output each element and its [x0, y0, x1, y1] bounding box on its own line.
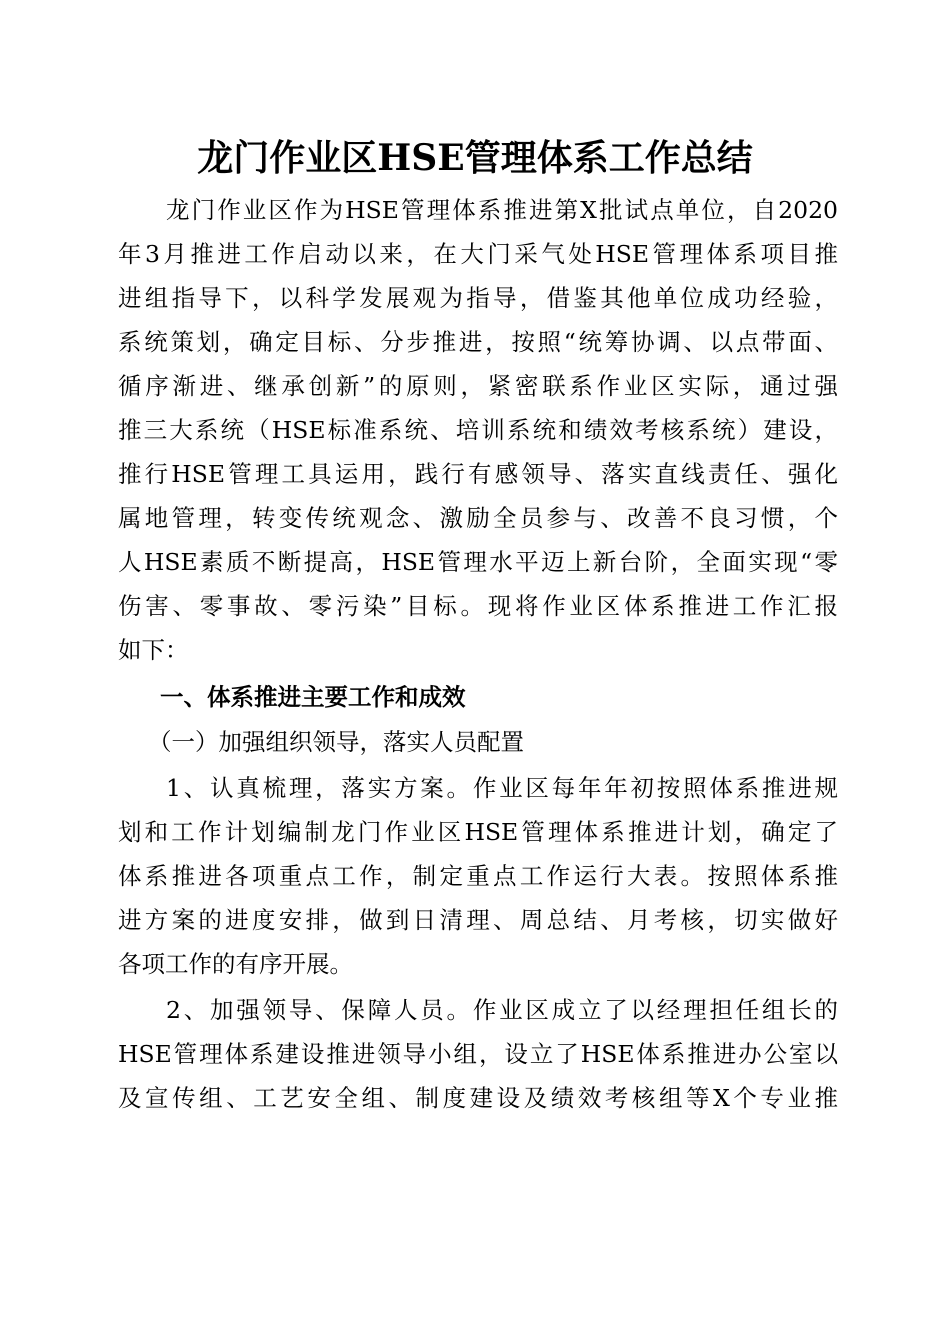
item-1-line: 1、认真梳理，落实方案。作业区每年年初按照体系推进规 — [166, 774, 838, 802]
item-2-line: 2、加强领导、保障人员。作业区成立了以经理担任组长的 — [166, 996, 838, 1024]
item-2-line: 及宣传组、工艺安全组、制度建设及绩效考核组等X个专业推 — [118, 1084, 838, 1112]
subsection-heading: （一）加强组织领导，落实人员配置 — [148, 728, 524, 756]
intro-line: 伤害、零事故、零污染”目标。现将作业区体系推进工作汇报 — [118, 592, 838, 620]
intro-line: 进组指导下，以科学发展观为指导，借鉴其他单位成功经验， — [118, 284, 838, 312]
section-heading: 一、体系推进主要工作和成效 — [160, 683, 466, 711]
intro-line: 系统策划，确定目标、分步推进，按照“统筹协调、以点带面、 — [118, 328, 838, 356]
intro-line: 循序渐进、继承创新”的原则，紧密联系作业区实际，通过强 — [118, 372, 838, 400]
intro-line: 属地管理，转变传统观念、激励全员参与、改善不良习惯，个 — [118, 504, 838, 532]
item-2-line: HSE管理体系建设推进领导小组，设立了HSE体系推进办公室以 — [118, 1040, 838, 1068]
intro-line: 如下： — [118, 636, 189, 664]
item-1-line: 各项工作的有序开展。 — [118, 950, 353, 978]
item-1-line: 进方案的进度安排，做到日清理、周总结、月考核，切实做好 — [118, 906, 838, 934]
intro-line: 推三大系统（HSE标准系统、培训系统和绩效考核系统）建设， — [118, 416, 838, 444]
intro-line: 龙门作业区作为HSE管理体系推进第X批试点单位，自2020 — [166, 196, 838, 224]
intro-line: 推行HSE管理工具运用，践行有感领导、落实直线责任、强化 — [118, 460, 838, 488]
intro-line: 人HSE素质不断提高，HSE管理水平迈上新台阶，全面实现“零 — [118, 548, 838, 576]
item-1-line: 体系推进各项重点工作，制定重点工作运行大表。按照体系推 — [118, 862, 838, 890]
document-title: 龙门作业区HSE管理体系工作总结 — [197, 137, 753, 179]
intro-line: 年3月推进工作启动以来，在大门采气处HSE管理体系项目推 — [118, 240, 838, 268]
item-1-line: 划和工作计划编制龙门作业区HSE管理体系推进计划，确定了 — [118, 818, 838, 846]
